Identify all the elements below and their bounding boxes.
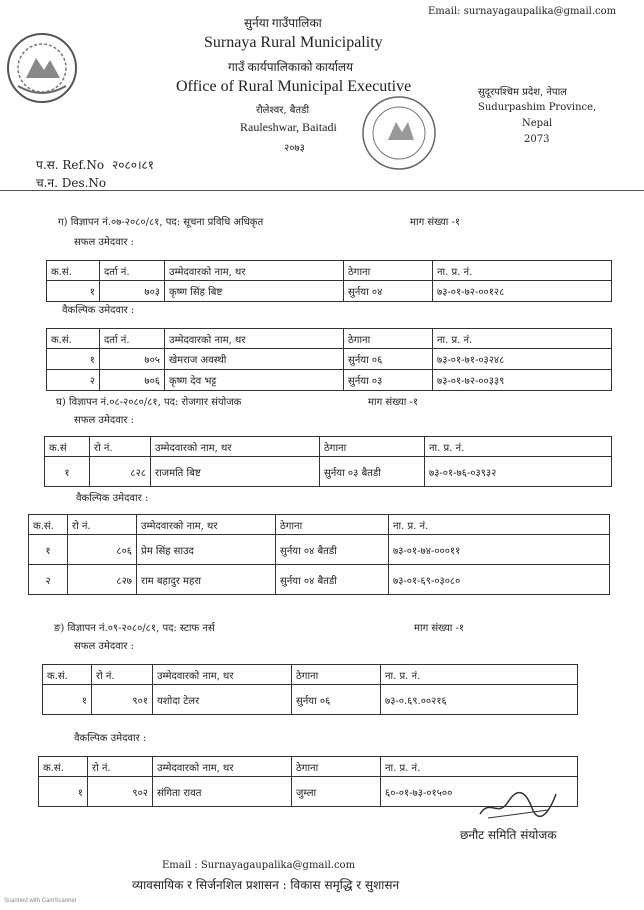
table-row bbox=[47, 349, 612, 370]
successful-table bbox=[44, 436, 612, 487]
cell-address: जुम्ला bbox=[292, 777, 381, 807]
header-cell: उम्मेदवारको नाम, थर bbox=[153, 665, 292, 685]
header-cell: रो नं. bbox=[88, 757, 153, 777]
municipality-name: Surnaya Rural Municipality bbox=[204, 34, 383, 51]
cell-citizenship: ६०-०१-७३-०१५०० bbox=[381, 777, 578, 807]
table-row bbox=[29, 535, 610, 565]
table-header-row bbox=[43, 665, 578, 685]
header-cell: क.सं bbox=[45, 437, 90, 457]
header-cell: ना. प्र. नं. bbox=[433, 329, 612, 349]
cell-name: राम बहादुर महरा bbox=[137, 565, 276, 595]
footer-email: Email : Surnayagaupalika@gmail.com bbox=[162, 860, 356, 871]
ref-value: २०८०।८१ bbox=[112, 158, 154, 172]
cell-citizenship: ७३-०१-७६-०३९३२ bbox=[425, 457, 612, 487]
cell-address: सुर्नया ०६ bbox=[344, 349, 433, 370]
cell-serial: १ bbox=[43, 685, 92, 715]
header-cell: रो नं. bbox=[92, 665, 153, 685]
np-place: रौलेश्वर, बैतडी bbox=[256, 105, 310, 116]
successful-label: सफल उमेदवार : bbox=[74, 237, 134, 248]
province-line1: Sudurpashim Province, bbox=[478, 102, 597, 113]
cell-citizenship: ७३-०१-७४-०००११ bbox=[389, 535, 610, 565]
header-cell: ठेगाना bbox=[276, 515, 389, 535]
cell-citizenship: ७३-०१-७१-०३२४८ bbox=[433, 349, 612, 370]
np-year: २०७३ bbox=[284, 143, 305, 154]
demand-count: माग संख्या -१ bbox=[368, 397, 419, 408]
successful-label: सफल उमेदवार : bbox=[74, 641, 134, 652]
header-cell: उम्मेदवारको नाम, थर bbox=[165, 329, 344, 349]
cell-roll-no: ९०१ bbox=[92, 685, 153, 715]
alternate-table bbox=[28, 514, 610, 595]
table-row bbox=[47, 281, 612, 302]
header-cell: क.सं. bbox=[39, 757, 88, 777]
cell-serial: १ bbox=[47, 349, 100, 370]
header-cell: क.सं. bbox=[43, 665, 92, 685]
table-header-row bbox=[47, 329, 612, 349]
cell-serial: २ bbox=[29, 565, 68, 595]
cell-serial: १ bbox=[45, 457, 90, 487]
cell-serial: २ bbox=[47, 370, 100, 391]
cell-reg-no: ७०६ bbox=[100, 370, 165, 391]
cell-serial: १ bbox=[39, 777, 88, 807]
alternate-label: वैकल्पिक उमेदवार : bbox=[74, 733, 147, 744]
cell-citizenship: ७३-०१-७२-००३३९ bbox=[433, 370, 612, 391]
successful-label: सफल उमेदवार : bbox=[74, 415, 134, 426]
scanner-watermark: Scanned with CamScanner bbox=[4, 898, 77, 904]
header-cell: उम्मेदवारको नाम, थर bbox=[137, 515, 276, 535]
table-header-row bbox=[45, 437, 612, 457]
cell-name: प्रेम सिंह साउद bbox=[137, 535, 276, 565]
header-divider bbox=[0, 190, 644, 191]
header-cell: उम्मेदवारको नाम, थर bbox=[165, 261, 344, 281]
demand-count: माग संख्या -१ bbox=[410, 217, 461, 228]
header-cell: उम्मेदवारको नाम, थर bbox=[153, 757, 292, 777]
table-row bbox=[43, 685, 578, 715]
cell-name: खेमराज अवस्थी bbox=[165, 349, 344, 370]
cell-citizenship: ७३-०१-६९-०३०८० bbox=[389, 565, 610, 595]
header-cell: उम्मेदवारको नाम, थर bbox=[151, 437, 320, 457]
cell-address: सुर्नया ०६ bbox=[292, 685, 381, 715]
table-header-row bbox=[39, 757, 578, 777]
header-cell: ना. प्र. नं. bbox=[389, 515, 610, 535]
cell-roll-no: ८२८ bbox=[90, 457, 151, 487]
cell-roll-no: ९०२ bbox=[88, 777, 153, 807]
alternate-label: वैकल्पिक उमेदवार : bbox=[62, 305, 135, 316]
header-cell: रो नं. bbox=[90, 437, 151, 457]
cell-address: सुर्नया ०४ bbox=[344, 281, 433, 302]
ref-label: प.स. Ref.No bbox=[36, 158, 105, 172]
alternate-table bbox=[46, 328, 612, 391]
cell-name: कृष्ण देव भट्ट bbox=[165, 370, 344, 391]
np-province: सुदूरपश्चिम प्रदेश, नेपाल bbox=[478, 87, 567, 98]
header-cell: ठेगाना bbox=[320, 437, 425, 457]
signature bbox=[478, 788, 558, 822]
header-cell: ना. प्र. नं. bbox=[381, 665, 578, 685]
province-line2: Nepal bbox=[522, 118, 553, 129]
header-cell: क.सं. bbox=[47, 261, 100, 281]
header-cell: दर्ता नं. bbox=[100, 329, 165, 349]
alternate-label: वैकल्पिक उमेदवार : bbox=[76, 493, 149, 504]
table-row bbox=[29, 565, 610, 595]
np-office-name: गाउँ कार्यपालिकाको कार्यालय bbox=[228, 60, 354, 74]
section-heading: ङ) विज्ञापन नं.०९-२०८०/८१, पद: स्टाफ नर्स bbox=[54, 623, 215, 634]
office-name: Office of Rural Municipal Executive bbox=[176, 78, 412, 95]
header-cell: ठेगाना bbox=[344, 261, 433, 281]
header-year: 2073 bbox=[524, 134, 550, 145]
nepal-emblem-logo bbox=[4, 28, 80, 108]
np-municipality-name: सुर्नया गाउँपालिका bbox=[244, 16, 322, 30]
successful-table bbox=[46, 260, 612, 302]
header-cell: ठेगाना bbox=[344, 329, 433, 349]
cell-address: सुर्नया ०४ बैतडी bbox=[276, 535, 389, 565]
header-cell: ना. प्र. नं. bbox=[433, 261, 612, 281]
cell-name: यशोदा टेलर bbox=[153, 685, 292, 715]
cell-roll-no: ८२७ bbox=[68, 565, 137, 595]
signature-title: छनौट समिति संयोजक bbox=[460, 828, 557, 842]
table-row bbox=[45, 457, 612, 487]
cell-address: सुर्नया ०३ बैतडी bbox=[320, 457, 425, 487]
table-row bbox=[47, 370, 612, 391]
footer-slogan: व्यावसायिक र सिर्जनशिल प्रशासन : विकास समृद्धि र सुशासन bbox=[132, 878, 400, 892]
header-cell: ठेगाना bbox=[292, 757, 381, 777]
cell-reg-no: ७०५ bbox=[100, 349, 165, 370]
place: Rauleshwar, Baitadi bbox=[240, 120, 337, 134]
table-header-row bbox=[47, 261, 612, 281]
header-cell: ना. प्र. नं. bbox=[425, 437, 612, 457]
header-cell: ठेगाना bbox=[292, 665, 381, 685]
table-header-row bbox=[29, 515, 610, 535]
header-email: Email: surnayagaupalika@gmail.com bbox=[428, 6, 617, 17]
header-cell: क.सं. bbox=[29, 515, 68, 535]
des-label: च.न. Des.No bbox=[36, 176, 107, 190]
cell-name: कृष्ण सिंह बिष्ट bbox=[165, 281, 344, 302]
section-heading: ग) विज्ञापन नं.०७-२०८०/८१, पद: सूचना प्रविधि अधिकृत bbox=[58, 217, 264, 228]
office-stamp bbox=[358, 92, 440, 174]
header-cell: ना. प्र. नं. bbox=[381, 757, 578, 777]
cell-citizenship: ७३-०१-७२-००१२८ bbox=[433, 281, 612, 302]
header-cell: क.सं. bbox=[47, 329, 100, 349]
demand-count: माग संख्या -१ bbox=[414, 623, 465, 634]
cell-reg-no: ७०३ bbox=[100, 281, 165, 302]
header-cell: रो नं. bbox=[68, 515, 137, 535]
cell-roll-no: ८०६ bbox=[68, 535, 137, 565]
cell-address: सुर्नया ०४ बैतडी bbox=[276, 565, 389, 595]
successful-table bbox=[42, 664, 578, 715]
cell-name: राजमति बिष्ट bbox=[151, 457, 320, 487]
cell-name: संगिता रावत bbox=[153, 777, 292, 807]
section-heading: घ) विज्ञापन नं.०८-२०८०/८१, पद: रोजगार संयोजक bbox=[56, 397, 242, 408]
cell-citizenship: ७३-०.६९.००२१६ bbox=[381, 685, 578, 715]
cell-serial: १ bbox=[47, 281, 100, 302]
cell-address: सुर्नया ०३ bbox=[344, 370, 433, 391]
cell-serial: १ bbox=[29, 535, 68, 565]
header-cell: दर्ता नं. bbox=[100, 261, 165, 281]
